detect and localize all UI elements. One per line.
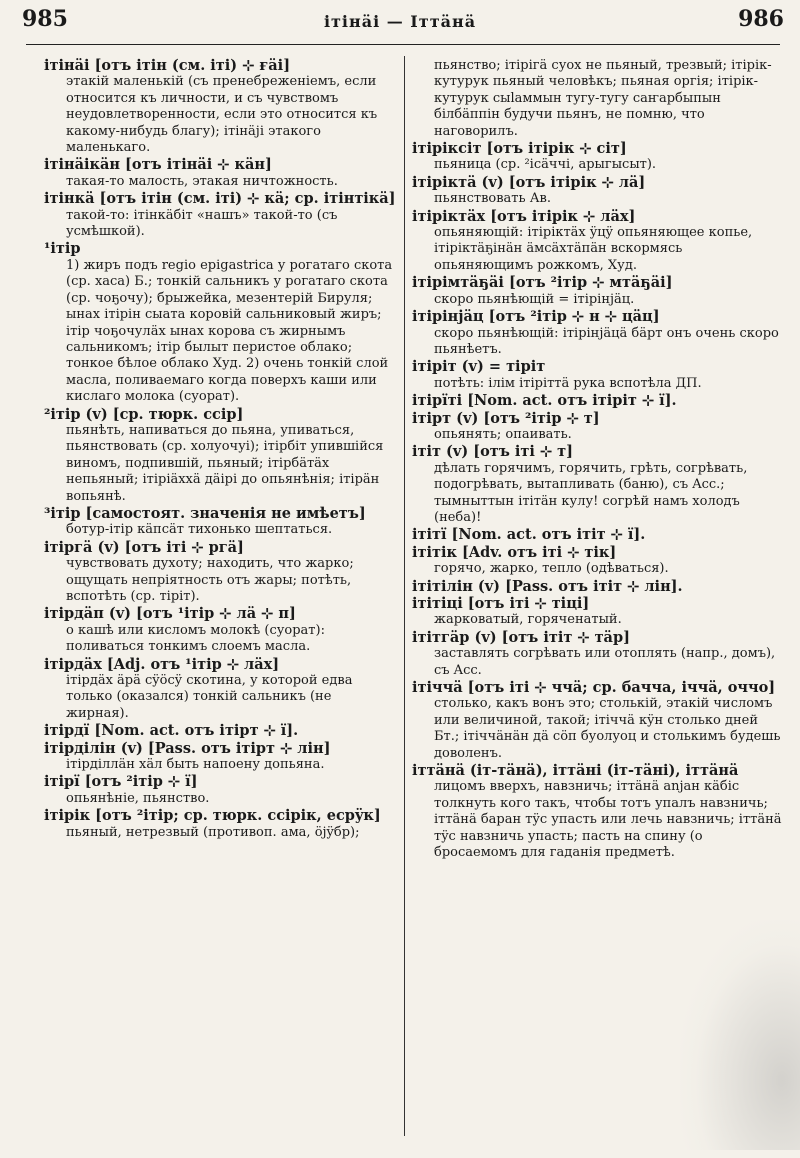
entry-headword: ітірінjäц [отъ ²ітір ⊹ н ⊹ цäц] [412,308,660,326]
entry-headword: ітіччä [отъ іті ⊹ ччä; ср. бачча, іччä, оччо] [412,679,776,697]
dictionary-entry [44,540,396,606]
dictionary-entry [412,579,782,595]
entry-definition: заставлять согрѣвать или отоплять (напр., домъ), съ Acc. [434,646,776,678]
entry-headword: ітірдäп (v) [отъ ¹ітір ⊹ лä ⊹ п] [44,605,296,623]
dictionary-entry [44,157,396,190]
entry-headword: іттäнä (іт-тäнä), іттäні (іт-тäні), іттäнä [412,762,739,780]
scan-smudge [680,920,800,1150]
entry-headword: ітіргä (v) [отъ іті ⊹ ргä] [44,538,244,556]
entry-headword: ¹ітір [44,240,81,258]
entry-definition: потѣть: ілім ітіріттä рука вспотѣла ДП. [434,375,702,391]
entry-definition: чувствовать духоту; находить, что жарко; ощущать непріятность отъ жары; потѣть, вспотѣть (ср. тіріт). [66,556,354,604]
dictionary-entry [412,209,782,275]
entry-definition: ітірдäх äрä сÿöсÿ скотина, у которой едва только (оказался) тонкій сальникъ (не жирная). [66,673,353,721]
dictionary-entry [412,359,782,392]
entry-headword: ітірїті [Nom. act. отъ ітіріт ⊹ ї]. [412,392,677,410]
entry-headword: ітінкä [отъ ітін (см. іті) ⊹ кä; ср. ітінтікä] [44,190,396,208]
entry-headword: ітірік [отъ ²ітір; ср. тюрк. ссірік, есрÿк] [44,807,381,825]
dictionary-entry [412,309,782,358]
entry-definition: пьянѣть, напиваться до пьяна, упиваться, пьянствовать (ср. холуочуі); ітірбіт упившійся виномъ, подпившій, пьяный; ітірбäтäх непьяный; ітіріäххä дäірі до опьянѣнія; ітірäн вопьянѣ. [66,422,384,504]
dictionary-entry [412,393,782,409]
entry-headword: ітіт (v) [отъ іті ⊹ т] [412,443,574,461]
entry-headword: ітірдäх [Adj. отъ ¹ітір ⊹ лäх] [44,655,280,673]
dictionary-entry [412,680,782,762]
entry-headword: ітіріксіт [отъ ітірік ⊹ сіт] [412,140,627,158]
dictionary-entry [44,774,396,807]
dictionary-entry [44,191,396,240]
page-number-right: 986 [738,6,784,32]
entry-definition: этакій маленькій (съ пренебреженіемъ, если относится къ личности, и съ чувствомъ неудовлетворенности, если это относится къ какому-нибудь благу); ітінäjі этакого маленькаго. [66,74,378,156]
entry-headword: ³ітір [самостоят. значенія не имѣетъ] [44,504,366,522]
entry-headword: ітірї [отъ ²ітір ⊹ ї] [44,773,198,791]
entry-definition: столько, какъ вонъ это; столькій, этакій числомъ или величиной, такой; ітіччä кÿн столько дней Бт.; ітіччäнäн дä сöп буолуоц и столькимъ будешь доволенъ. [434,696,781,761]
dictionary-entry [412,763,782,861]
dictionary-entry [412,596,782,629]
entry-definition: пьяный, нетрезвый (противоп. ама, öjÿбр); [66,824,360,840]
entry-headword: ²ітір (v) [ср. тюрк. ссір] [44,405,244,423]
dictionary-entry [44,808,396,841]
entry-headword: ітітік [Adv. отъ іті ⊹ тік] [412,543,617,561]
dictionary-entry [412,175,782,208]
entry-definition: такой-то: ітінкäбіт «нашъ» такой-то (съ усмѣшкой). [66,207,338,240]
dictionary-entry [44,58,396,156]
entry-headword: ітірдї [Nom. act. отъ ітірт ⊹ ї]. [44,722,299,740]
entry-headword: ітіріт (v) = тіріт [412,358,546,376]
entry-definition: пьяница (ср. ²ісäччі, арыгысыт). [434,157,657,173]
entry-headword: ітіріктäх [отъ ітірік ⊹ лäх] [412,207,636,225]
dictionary-entry [44,657,396,723]
dictionary-entry [44,741,396,774]
dictionary-entry [44,506,396,539]
dictionary-entry [44,407,396,505]
entry-definition: опьяняющій: ітіріктäх ÿцÿ опьяняющее копье, ітіріктäҕінäн äмсäхтäпäн вскормясь опьяняющимъ рожкомъ, Худ. [434,225,753,273]
entry-definition: пьянствовать Ав. [434,191,551,207]
dictionary-entry [412,527,782,543]
dictionary-entry [412,411,782,444]
entry-headword: ітірімтäҕäі [отъ ²ітір ⊹ мтäҕäі] [412,274,673,292]
entry-headword: ітінäі [отъ ітін (см. іті) ⊹ ғäі] [44,58,291,74]
dictionary-entry [412,545,782,578]
entry-headword: ітірт (v) [отъ ²ітір ⊹ т] [412,409,600,427]
running-title: ітінäі — Іттäнä [323,12,477,31]
column-divider [404,56,405,1136]
entry-definition: жарковатый, горяченатый. [434,612,622,628]
entry-definition: 1) жиръ подъ regio epigastrica у рогатаго скота (ср. хаса) Б.; тонкій сальникъ у рогатаго скота (ср. чоҕочу); брыжейка, мезентерій Бируля; ынах ітірін сыата коровій сальниковый жиръ; ітір чоҕочулäх ынах корова съ жирнымъ сальникомъ; ітір былыт перистое облако; тонкое бѣлое облако Худ. 2) очень тонкій слой масла, поливаемаго когда поверхъ каши или кислаго молока (суорат). [66,257,393,405]
dictionary-entry [412,630,782,679]
dictionary-entry [412,141,782,174]
entry-definition: скоро пьянѣющій = ітірінjäц. [434,291,635,307]
entry-headword: ітітiцi [отъ іті ⊹ тiцi] [412,595,590,612]
dictionary-entry [412,275,782,308]
entry-definition: о кашѣ или кисломъ молокѣ (суорат): поливаться тонкимъ слоемъ масла. [66,622,325,655]
dictionary-entry [412,58,782,140]
entry-headword: ітірділін (v) [Pass. отъ ітірт ⊹ лін] [44,739,331,757]
entry-definition: ботур-ітір кäпсäт тихонько шептаться. [66,522,333,538]
page-number-left: 985 [22,6,68,32]
entry-headword: ітітї [Nom. act. отъ ітіт ⊹ ї]. [412,526,646,544]
entry-definition: горячо, жарко, тепло (одѣваться). [434,561,669,577]
entry-definition: опьянѣніе, пьянство. [66,790,210,806]
page-header [0,6,800,40]
entry-headword: ітітілін (v) [Pass. отъ ітіт ⊹ лін]. [412,577,683,595]
entry-headword: ітітгäр (v) [отъ ітіт ⊹ тäр] [412,628,630,646]
entry-definition: скоро пьянѣющій: ітірінjäцä бäрт онъ очень скоро пьянѣетъ. [434,325,779,357]
entry-headword: ітіріктä (v) [отъ ітірік ⊹ лä] [412,173,646,191]
entry-definition: пьянство; ітірігä суох не пьяный, трезвый; ітірік-кутурук пьяный человѣкъ; пьяная оргія; ітірік-кутурук сыlаммын тугу-тугу саҥарбыпын бiлбäппiн будучи пьянъ, не помню, что наговорилъ. [434,58,772,139]
left-column [44,58,396,1146]
entry-headword: ітінäікäн [отъ ітінäі ⊹ кäн] [44,156,272,174]
dictionary-entry [412,444,782,526]
dictionary-entry [44,723,396,739]
header-rule [26,44,780,45]
dictionary-entry [44,606,396,655]
entry-definition: ітірділлäн хäл быть напоену допьяна. [66,757,325,773]
entry-definition: такая-то малость, этакая ничтожность. [66,173,338,189]
entry-definition: лицомъ вверхъ, навзничь; іттäнä аnjан кäбіс толкнуть кого такъ, чтобы тотъ упалъ навзничь; іттäнä баран тÿс упасть или лечь навзничь; іттäнä тÿс навзничь упасть; пасть на спину (о бросаемомъ для гаданія предметѣ. [434,779,782,861]
entry-definition: дѣлать горячимъ, горячить, грѣть, согрѣвать, подогрѣвать, вытапливать (баню), съ Acc.; тымныттын ітітäн кулу! согрѣй намъ холодъ (неба)! [434,460,748,525]
entry-definition: опьянять; опаивать. [434,426,572,442]
dictionary-entry [44,241,396,405]
